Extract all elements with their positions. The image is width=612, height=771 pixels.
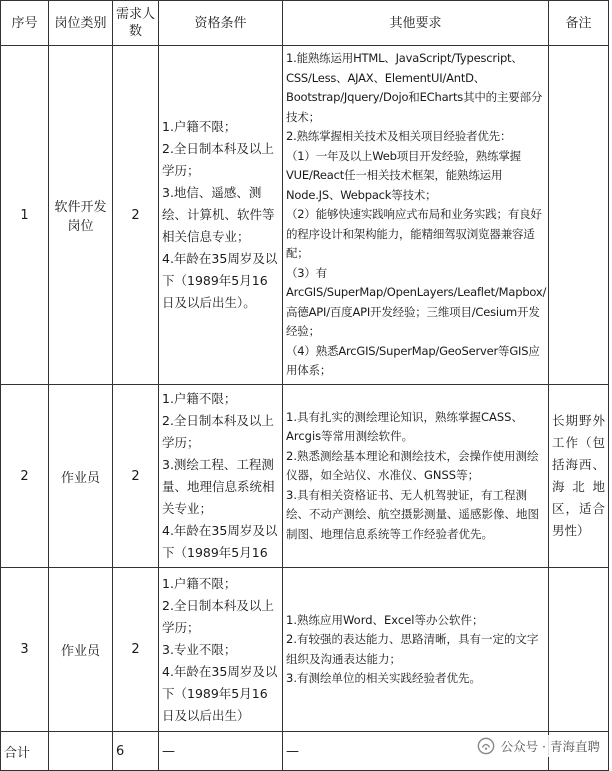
header-requirements: 其他要求	[283, 1, 549, 46]
requirement-line: 2.有较强的表达能力、思路清晰，具有一定的文字组织及沟通表达能力；	[286, 632, 539, 666]
condition-line: 2.全日制本科及以上学历；	[162, 413, 274, 450]
total-conditions: —	[159, 732, 283, 771]
requirement-line: 3.有测绘单位的相关实践经验者优先。	[286, 671, 481, 685]
requirement-line: （4）熟悉ArcGIS/SuperMap/GeoServer等GIS应用体系；	[286, 343, 540, 378]
condition-line: 1.户籍不限；	[162, 391, 237, 406]
total-label: 合计	[1, 732, 49, 771]
header-row	[1, 1, 609, 46]
row-category: 作业员	[49, 385, 113, 568]
header-count: 需求人数	[113, 1, 159, 46]
table-row	[1, 46, 609, 385]
row-conditions	[159, 568, 283, 732]
condition-line: 2.全日制本科及以上学历；	[162, 141, 274, 178]
requirement-line: （2）能够快速实践响应式布局和业务实践；有良好的程序设计和架构能力，能精细驾驭浏览器兼容适配；	[286, 207, 542, 261]
condition-line: 2.全日制本科及以上学历；	[162, 597, 274, 635]
row-category: 软件开发岗位	[49, 46, 113, 385]
row-requirements	[283, 568, 549, 732]
requirement-line: 1.熟练应用Word、Excel等办公软件；	[286, 612, 484, 627]
requirement-line: （3）有ArcGIS/SuperMap/OpenLayers/Leaflet/Mapbox/高德API/百度API开发经验；三维项目/Cesium开发经验；	[286, 265, 547, 339]
requirement-line: 2.熟练掌握相关技术及相关项目经验者优先：	[286, 129, 512, 144]
row-no: 1	[1, 46, 49, 385]
row-count: 2	[113, 385, 159, 568]
wechat-official-account-icon	[477, 737, 495, 755]
total-requirements: —	[283, 732, 549, 771]
header-category: 岗位类别	[49, 1, 113, 46]
requirement-line: 3.具有相关资格证书、无人机驾驶证，有工程测绘、不动产测绘、航空摄影测量、遥感影像、地图制图、地理信息系统等工作经验者优先。	[286, 487, 539, 541]
row-note: 长期野外工作（包括海西、海北地区，适合男性）	[549, 385, 609, 568]
row-count: 2	[113, 568, 159, 732]
row-conditions	[159, 46, 283, 385]
row-category: 作业员	[49, 568, 113, 732]
condition-line: 4.年龄在35周岁及以下（1989年5月16日及以后出生）	[162, 663, 278, 723]
watermark	[473, 735, 604, 757]
total-count: 6	[113, 732, 159, 771]
header-no: 序号	[1, 1, 49, 46]
watermark-text: 公众号 · 青海直聘	[500, 739, 600, 754]
table-row	[1, 568, 609, 732]
condition-line: 1.户籍不限；	[162, 575, 237, 591]
row-requirements	[283, 385, 549, 568]
header-note: 备注	[549, 1, 609, 46]
row-conditions	[159, 385, 283, 568]
condition-line: 3.专业不限；	[162, 641, 237, 657]
requirement-line: （1）一年及以上Web项目开发经验，熟练掌握VUE/React任一相关技术框架，能熟练运用Node.JS、Webpack等技术；	[286, 148, 521, 202]
row-note	[549, 568, 609, 732]
condition-line: 3.地信、遥感、测绘、计算机、软件等相关信息专业；	[162, 185, 275, 244]
row-note	[549, 46, 609, 385]
requirement-line: 1.具有扎实的测绘理论知识，熟练掌握CASS、Arcgis等常用测绘软件。	[286, 409, 523, 444]
requirement-line: 2.熟悉测绘基本理论和测绘技术，会操作使用测绘仪器，如全站仪、水准仪、GNSS等；	[286, 448, 539, 483]
row-no: 2	[1, 385, 49, 568]
condition-line: 3.测绘工程、工程测量、地理信息系统相关专业；	[162, 457, 275, 516]
table-row	[1, 385, 609, 568]
row-no: 3	[1, 568, 49, 732]
row-count: 2	[113, 46, 159, 385]
condition-line: 4.年龄在35周岁及以下（1989年5月16	[162, 523, 278, 560]
condition-line: 4.年龄在35周岁及以下（1989年5月16日及以后出生）。	[162, 251, 278, 310]
condition-line: 1.户籍不限；	[162, 119, 237, 134]
row-requirements	[283, 46, 549, 385]
requirement-line: 1.能熟练运用HTML、JavaScript/Typescript、CSS/Less、AJAX、ElementUI/AntD、Bootstrap/Jquery/Dojo和ECharts其中的主要部分技术；	[286, 51, 543, 124]
total-blank	[49, 732, 113, 771]
header-conditions: 资格条件	[159, 1, 283, 46]
